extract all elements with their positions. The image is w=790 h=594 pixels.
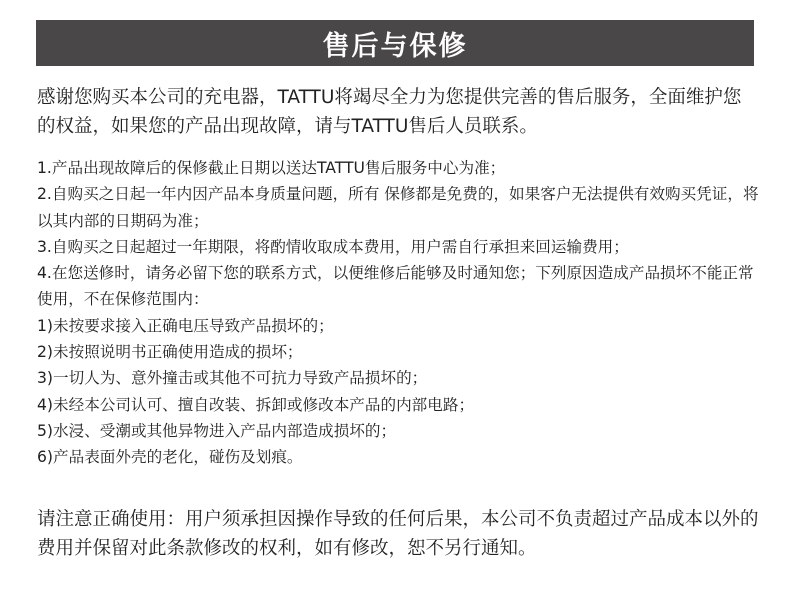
intro-paragraph: 感谢您购买本公司的充电器，TATTU将竭尽全力为您提供完善的售后服务，全面维护您的权益，如果您的产品出现故障，请与TATTU售后人员联系。 bbox=[37, 87, 742, 137]
page-title: 售后与保修 bbox=[322, 30, 468, 62]
term-item: 3.自购买之日起超过一年期限，将酌情收取成本费用，用户需自行承担来回运输费用； bbox=[37, 237, 629, 256]
exclusion-item: 4)未经本公司认可、擅自改装、拆卸或修改本产品的内部电路； bbox=[37, 395, 475, 414]
exclusion-item: 2)未按照说明书正确使用造成的损坏； bbox=[37, 343, 303, 362]
term-item: 4.在您送修时，请务必留下您的联系方式，以便维修后能够及时通知您；下列原因造成产品损坏不能正常使用，不在保修范围内： bbox=[37, 264, 754, 309]
closing-paragraph: 请注意正确使用：用户须承担因操作导致的任何后果，本公司不负责超过产品成本以外的费用并保留对此条款修改的权利，如有修改，恕不另行通知。 bbox=[37, 509, 759, 559]
term-item: 1.产品出现故障后的保修截止日期以送达TATTU售后服务中心为准； bbox=[37, 159, 506, 177]
exclusion-item: 3)一切人为、意外撞击或其他不可抗力导致产品损坏的； bbox=[37, 369, 428, 388]
warranty-terms-list bbox=[37, 155, 759, 471]
exclusion-item: 1)未按要求接入正确电压导致产品损坏的； bbox=[37, 316, 334, 335]
exclusion-item: 5)水浸、受潮或其他异物进入产品内部造成损坏的； bbox=[37, 421, 397, 440]
term-item: 2.自购买之日起一年内因产品本身质量问题，所有 保修都是免费的，如果客户无法提供有效购买凭证，将以其内部的日期码为准； bbox=[37, 185, 759, 230]
title-bar bbox=[36, 20, 754, 66]
exclusion-item: 6)产品表面外壳的老化，碰伤及划痕。 bbox=[37, 448, 303, 467]
